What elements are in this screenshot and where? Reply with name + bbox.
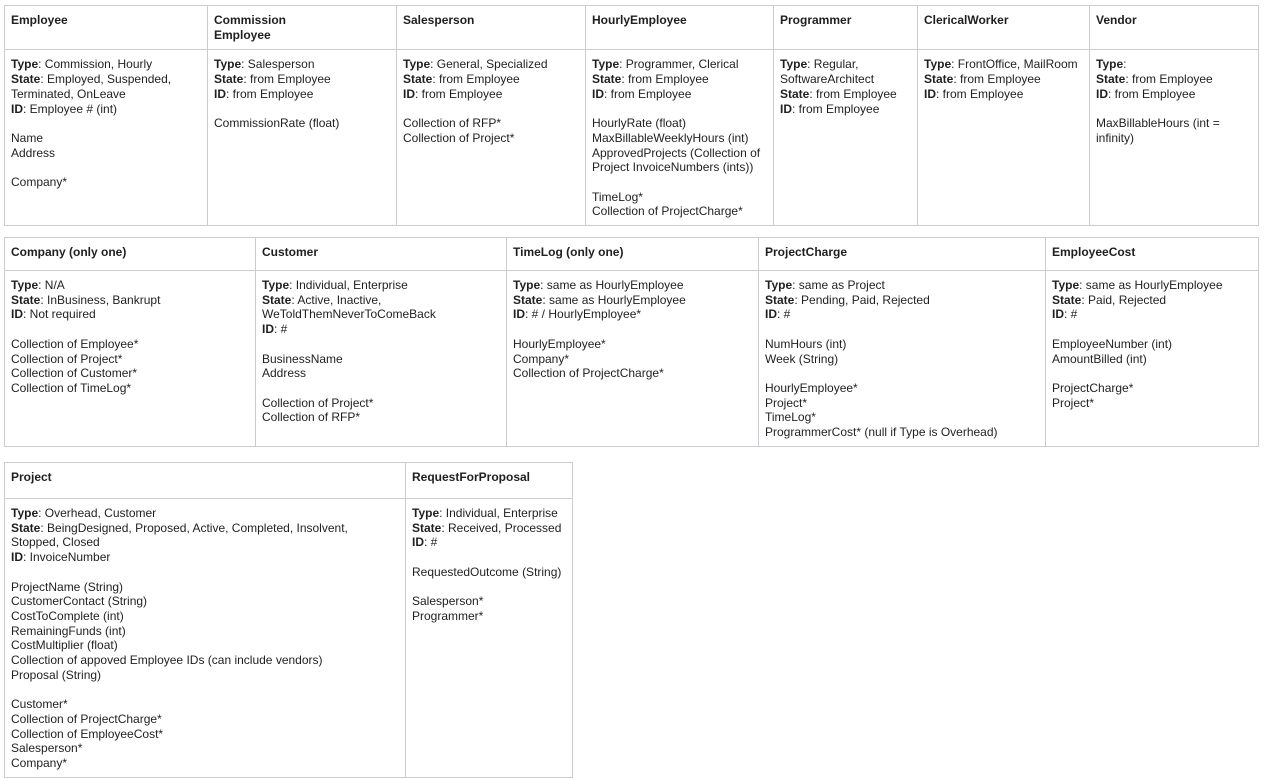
header-company-only-one: Company (only one)	[5, 238, 256, 271]
field-item: Proposal (String)	[11, 667, 102, 682]
type-value: Programmer, Clerical	[625, 57, 739, 72]
field-item: HourlyEmployee*	[765, 380, 858, 395]
cell-clericalworker	[918, 50, 1090, 226]
state-value: Received, Processed	[448, 520, 562, 535]
state-line: State: from Employee	[924, 72, 1041, 87]
header-commission-employee: Commission Employee	[208, 6, 397, 50]
id-line: ID: #	[1052, 307, 1078, 322]
state-label: State	[1052, 292, 1082, 307]
field-item: CostMultiplier (float)	[11, 638, 118, 653]
id-label: ID	[412, 535, 424, 550]
state-value: same as HourlyEmployee	[549, 292, 686, 307]
state-value: Employed, Suspended, Terminated, OnLeave	[11, 72, 172, 101]
id-line: ID: from Employee	[214, 86, 314, 101]
id-line: ID: Employee # (int)	[11, 101, 118, 116]
state-value: from Employee	[960, 72, 1041, 87]
id-value: Not required	[29, 307, 96, 322]
type-value: General, Specialized	[436, 57, 548, 72]
field-item: TimeLog*	[765, 410, 816, 425]
field-item: Salesperson*	[11, 741, 83, 756]
field-item: Company*	[513, 351, 570, 366]
id-line: ID: from Employee	[780, 101, 880, 116]
spacer	[765, 366, 1039, 381]
field-item: Collection of ProjectCharge*	[11, 711, 162, 726]
cell-programmer	[774, 50, 918, 226]
state-value: Active, Inactive, WeToldThemNeverToComeBack	[262, 292, 436, 322]
header-hourlyemployee: HourlyEmployee	[586, 6, 774, 50]
field-item: ProjectCharge*	[1052, 380, 1134, 395]
field-item: Collection of TimeLog*	[11, 380, 132, 395]
id-label: ID	[262, 322, 274, 337]
field-item: Company*	[11, 755, 68, 770]
header-salesperson: Salesperson	[397, 6, 586, 50]
body-row	[5, 50, 1259, 226]
cell-hourlyemployee	[586, 50, 774, 226]
cell-salesperson	[397, 50, 586, 226]
body-row	[5, 499, 573, 778]
field-item: Collection of ProjectCharge*	[592, 204, 743, 219]
id-label: ID	[592, 86, 604, 101]
spacer	[11, 322, 249, 337]
field-item: TimeLog*	[592, 189, 643, 204]
id-value: from Employee	[1114, 86, 1196, 101]
header-row	[5, 463, 573, 499]
type-label: Type	[412, 506, 440, 520]
state-line: State: Paid, Rejected	[1052, 292, 1167, 307]
cell-company-only-one	[5, 271, 256, 447]
id-label: ID	[11, 550, 23, 565]
state-label: State	[262, 292, 292, 307]
cell-requestforproposal	[406, 499, 573, 778]
id-label: ID	[513, 307, 525, 322]
field-item: Address	[262, 366, 307, 381]
header-requestforproposal: RequestForProposal	[406, 463, 573, 499]
cell-projectcharge	[759, 271, 1046, 447]
field-item: Collection of Project*	[403, 130, 515, 145]
header-projectcharge: ProjectCharge	[759, 238, 1046, 271]
id-label: ID	[924, 86, 936, 101]
spacer	[592, 102, 767, 117]
field-item: BusinessName	[262, 351, 343, 366]
type-value: Individual, Enterprise	[295, 278, 408, 292]
state-line: State: from Employee	[1096, 72, 1213, 87]
cell-timelog-only-one	[507, 271, 759, 447]
field-item: Salesperson*	[412, 594, 484, 609]
cell-employeecost	[1046, 271, 1259, 447]
field-item: Collection of Project*	[11, 351, 123, 366]
id-label: ID	[11, 101, 23, 116]
type-label: Type	[11, 278, 39, 292]
spacer	[412, 580, 566, 595]
type-line: Type: FrontOffice, MailRoom	[924, 57, 1078, 72]
id-label: ID	[1096, 86, 1108, 101]
field-item: Collection of RFP*	[403, 116, 502, 131]
id-label: ID	[765, 307, 777, 322]
type-value: same as HourlyEmployee	[1085, 278, 1223, 292]
type-line: Type: Salesperson	[214, 57, 315, 72]
type-line: Type: same as Project	[765, 278, 885, 292]
header-project: Project	[5, 463, 406, 499]
id-value: from Employee	[942, 86, 1024, 101]
spacer	[1096, 102, 1252, 117]
header-clericalworker: ClericalWorker	[918, 6, 1090, 50]
spacer	[11, 160, 201, 175]
field-item: CostToComplete (int)	[11, 608, 124, 623]
field-item: CustomerContact (String)	[11, 594, 148, 609]
cell-customer	[256, 271, 507, 447]
state-value: BeingDesigned, Proposed, Active, Completed, Insolvent, Stopped, Closed	[11, 520, 348, 550]
field-item: CommissionRate (float)	[214, 116, 340, 131]
id-line: ID: from Employee	[1096, 86, 1196, 101]
id-value: # / HourlyEmployee*	[531, 307, 642, 322]
type-value: Regular, SoftwareArchitect	[780, 57, 875, 87]
field-item: MaxBillableHours (int = infinity)	[1096, 116, 1220, 145]
state-label: State	[11, 72, 41, 87]
id-value: #	[783, 307, 791, 322]
field-item: RemainingFunds (int)	[11, 623, 126, 638]
header-programmer: Programmer	[774, 6, 918, 50]
entity-table-1	[4, 5, 1259, 226]
field-item: NumHours (int)	[765, 336, 847, 351]
id-line: ID: #	[765, 307, 791, 322]
id-value: from Employee	[421, 86, 503, 101]
id-label: ID	[403, 86, 415, 101]
type-label: Type	[513, 278, 541, 292]
type-value: same as Project	[798, 278, 885, 292]
field-item: Collection of Customer*	[11, 366, 138, 381]
type-line: Type:	[1096, 57, 1127, 72]
state-label: State	[765, 292, 795, 307]
field-item: Collection of appoved Employee IDs (can include vendors)	[11, 653, 323, 668]
header-employee: Employee	[5, 6, 208, 50]
field-item: Company*	[11, 175, 68, 189]
field-item: RequestedOutcome (String)	[412, 564, 562, 579]
state-value: from Employee	[1132, 72, 1213, 87]
type-line: Type: Individual, Enterprise	[262, 278, 408, 292]
spacer	[11, 682, 399, 697]
field-item: Collection of Employee*	[11, 336, 139, 351]
spacer	[513, 322, 752, 337]
id-label: ID	[780, 101, 792, 116]
header-row	[5, 6, 1259, 50]
id-line: ID: #	[412, 535, 438, 550]
id-line: ID: from Employee	[403, 86, 503, 101]
state-line: State: Active, Inactive, WeToldThemNeverToComeBack	[262, 292, 436, 322]
state-label: State	[11, 520, 41, 535]
field-item: Programmer*	[412, 608, 484, 623]
id-line: ID: #	[262, 322, 288, 337]
entity-table-3	[4, 462, 573, 778]
header-vendor: Vendor	[1090, 6, 1259, 50]
state-value: from Employee	[439, 72, 520, 87]
header-timelog-only-one: TimeLog (only one)	[507, 238, 759, 271]
type-line: Type: Programmer, Clerical	[592, 57, 739, 72]
state-value: from Employee	[250, 72, 331, 87]
type-value: Overhead, Customer	[44, 506, 157, 520]
state-value: InBusiness, Bankrupt	[47, 292, 161, 307]
field-item: Collection of Project*	[262, 395, 374, 410]
type-line: Type: Individual, Enterprise	[412, 506, 558, 520]
type-value: N/A	[44, 278, 65, 292]
field-item: Name	[11, 130, 44, 145]
type-label: Type	[214, 57, 242, 72]
state-line: State: from Employee	[592, 72, 709, 87]
header-row	[5, 238, 1259, 271]
entity-table-2	[4, 237, 1259, 447]
state-line: State: Received, Processed	[412, 520, 562, 535]
field-item: Collection of ProjectCharge*	[513, 366, 664, 381]
id-line: ID: from Employee	[924, 86, 1024, 101]
type-line: Type: Regular, SoftwareArchitect	[780, 57, 875, 87]
type-value: Individual, Enterprise	[445, 506, 558, 520]
field-item: Project*	[765, 395, 808, 410]
id-line: ID: from Employee	[592, 86, 692, 101]
id-value: #	[280, 322, 288, 337]
cell-employee	[5, 50, 208, 226]
id-value: InvoiceNumber	[29, 550, 111, 565]
type-label: Type	[765, 278, 793, 292]
state-label: State	[513, 292, 543, 307]
spacer	[11, 116, 201, 131]
id-value: from Employee	[232, 86, 314, 101]
spacer	[765, 322, 1039, 337]
header-customer: Customer	[256, 238, 507, 271]
id-line: ID: Not required	[11, 307, 96, 322]
state-line: State: from Employee	[780, 86, 897, 101]
cell-vendor	[1090, 50, 1259, 226]
field-item: Address	[11, 145, 56, 160]
id-label: ID	[11, 307, 23, 322]
state-label: State	[403, 72, 433, 87]
state-label: State	[214, 72, 244, 87]
type-line: Type: Overhead, Customer	[11, 506, 157, 520]
field-item: HourlyRate (float)	[592, 116, 687, 131]
type-line: Type: Commission, Hourly	[11, 57, 153, 72]
spacer	[214, 102, 390, 117]
field-item: AmountBilled (int)	[1052, 351, 1147, 366]
state-line: State: InBusiness, Bankrupt	[11, 292, 161, 307]
type-label: Type	[592, 57, 620, 72]
spacer	[403, 102, 579, 117]
type-value: FrontOffice, MailRoom	[957, 57, 1078, 72]
spacer	[412, 550, 566, 565]
id-value: Employee # (int)	[29, 101, 118, 116]
state-line: State: Pending, Paid, Rejected	[765, 292, 930, 307]
type-line: Type: N/A	[11, 278, 65, 292]
state-line: State: from Employee	[403, 72, 520, 87]
type-line: Type: same as HourlyEmployee	[513, 278, 684, 292]
state-value: from Employee	[628, 72, 709, 87]
id-line: ID: InvoiceNumber	[11, 550, 111, 565]
spacer	[262, 337, 500, 352]
field-item: EmployeeNumber (int)	[1052, 336, 1173, 351]
id-label: ID	[214, 86, 226, 101]
field-item: ProgrammerCost* (null if Type is Overhead)	[765, 425, 998, 439]
state-value: from Employee	[816, 86, 897, 101]
state-value: Pending, Paid, Rejected	[801, 292, 930, 307]
field-item: ApprovedProjects (Collection of Project InvoiceNumbers (ints))	[592, 145, 761, 175]
field-item: HourlyEmployee*	[513, 336, 606, 351]
body-row	[5, 271, 1259, 447]
type-label: Type	[11, 57, 39, 72]
spacer	[11, 565, 399, 580]
field-item: Collection of EmployeeCost*	[11, 726, 164, 741]
field-item: ProjectName (String)	[11, 579, 124, 594]
type-value: Salesperson	[247, 57, 315, 72]
type-label: Type	[1096, 57, 1124, 72]
spacer	[592, 175, 767, 190]
field-item: Collection of RFP*	[262, 410, 361, 425]
field-item: MaxBillableWeeklyHours (int)	[592, 130, 749, 145]
type-label: Type	[11, 506, 39, 520]
spacer	[1052, 322, 1252, 337]
id-value: #	[430, 535, 438, 550]
id-value: from Employee	[610, 86, 692, 101]
type-label: Type	[924, 57, 952, 72]
type-value: Commission, Hourly	[44, 57, 153, 72]
id-value: from Employee	[798, 101, 880, 116]
id-line: ID: # / HourlyEmployee*	[513, 307, 642, 322]
state-line: State: Employed, Suspended, Terminated, OnLeave	[11, 72, 172, 101]
type-line: Type: General, Specialized	[403, 57, 548, 72]
field-item: Week (String)	[765, 351, 839, 366]
type-label: Type	[1052, 278, 1080, 292]
type-line: Type: same as HourlyEmployee	[1052, 278, 1223, 292]
state-line: State: same as HourlyEmployee	[513, 292, 686, 307]
spacer	[1052, 366, 1252, 381]
cell-commission-employee	[208, 50, 397, 226]
state-label: State	[780, 86, 810, 101]
state-label: State	[592, 72, 622, 87]
state-value: Paid, Rejected	[1088, 292, 1167, 307]
id-label: ID	[1052, 307, 1064, 322]
cell-project	[5, 499, 406, 778]
spacer	[262, 381, 500, 396]
state-label: State	[412, 520, 442, 535]
state-label: State	[11, 292, 41, 307]
type-label: Type	[403, 57, 431, 72]
state-line: State: BeingDesigned, Proposed, Active, Completed, Insolvent, Stopped, Closed	[11, 520, 348, 550]
id-value: #	[1070, 307, 1078, 322]
state-label: State	[1096, 72, 1126, 87]
type-label: Type	[780, 57, 808, 72]
field-item: Project*	[1052, 395, 1095, 410]
header-employeecost: EmployeeCost	[1046, 238, 1259, 271]
state-line: State: from Employee	[214, 72, 331, 87]
type-value: same as HourlyEmployee	[546, 278, 684, 292]
field-item: Customer*	[11, 697, 68, 712]
state-label: State	[924, 72, 954, 87]
type-label: Type	[262, 278, 290, 292]
